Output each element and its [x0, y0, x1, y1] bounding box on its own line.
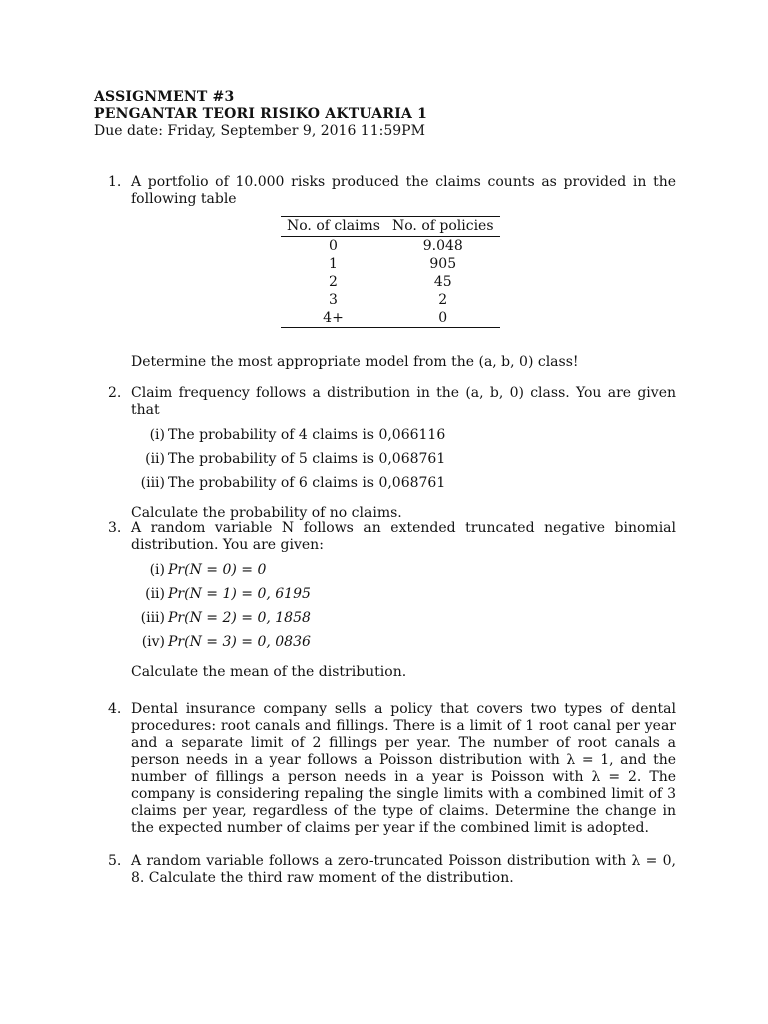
question-number: 2.	[108, 385, 122, 401]
question-text: Dental insurance company sells a policy that covers two types of dental procedures: root canals and fillings. There is a limit of 1 root canal per year and a separate limit of 2 fillings per year. The number of root canals a person needs in a year follows a Poisson distribution with λ = 1, and the number of fillings a person needs in a year is Poisson with λ = 2. The company is considering repaling the single limits with a combined limit of 3 claims per year, regardless of the type of claims. Determine the change in the expected number of claims per year if the combined limit is adopted.	[131, 701, 676, 836]
question-text: A random variable follows a zero-truncated Poisson distribution with λ = 0, 8. Calculate the third raw moment of the distribution.	[131, 853, 676, 886]
assignment-header	[94, 89, 427, 140]
policies-cell: 905	[429, 255, 457, 272]
policies-cell: 9.048	[422, 237, 463, 254]
item-label: (iv)	[141, 634, 165, 650]
claims-cell: 4+	[323, 309, 344, 326]
item-label: (iii)	[140, 475, 165, 491]
policies-cell: 0	[438, 309, 448, 326]
policies-cell: 45	[433, 273, 452, 290]
course-title: PENGANTAR TEORI RISIKO AKTUARIA 1	[94, 106, 428, 122]
table-row	[281, 291, 500, 309]
question-2	[108, 385, 676, 522]
item-label: (ii)	[145, 451, 165, 467]
claims-cell: 0	[329, 237, 338, 254]
list-item	[131, 634, 676, 658]
question-text: Claim frequency follows a distribution in the (a, b, 0) class. You are given that	[131, 385, 676, 418]
question-number: 3.	[108, 520, 122, 536]
table-row	[281, 255, 500, 273]
question-1	[108, 174, 676, 371]
question-number: 5.	[108, 853, 122, 869]
question-5	[108, 853, 676, 887]
given-list	[131, 562, 676, 658]
item-text: Pr(N = 2) = 0, 1858	[168, 610, 311, 626]
column-header: No. of policies	[386, 217, 500, 237]
given-list	[131, 427, 676, 499]
item-label: (ii)	[145, 586, 165, 602]
item-text: The probability of 6 claims is 0,068761	[168, 475, 446, 491]
question-instruction: Calculate the probability of no claims.	[131, 505, 402, 521]
policies-cell: 2	[438, 291, 448, 308]
item-text: The probability of 4 claims is 0,066116	[168, 427, 446, 443]
claims-table	[281, 216, 500, 328]
question-3	[108, 520, 676, 681]
claims-cell: 1	[329, 255, 338, 272]
item-label: (i)	[149, 427, 165, 443]
question-4	[108, 701, 676, 837]
question-number: 4.	[108, 701, 122, 717]
table-row	[281, 273, 500, 291]
claims-cell: 2	[329, 273, 338, 290]
question-instruction: Calculate the mean of the distribution.	[131, 664, 407, 680]
list-item	[131, 562, 676, 586]
list-item	[131, 475, 676, 499]
question-text: A random variable N follows an extended truncated negative binomial distribution. You are given:	[131, 520, 676, 553]
table-row	[281, 237, 500, 256]
item-label: (i)	[149, 562, 165, 578]
list-item	[131, 451, 676, 475]
list-item	[131, 610, 676, 634]
question-instruction: Determine the most appropriate model from the (a, b, 0) class!	[131, 354, 579, 370]
table-header-row	[281, 217, 500, 237]
table-row	[281, 309, 500, 328]
question-text: A portfolio of 10.000 risks produced the claims counts as provided in the following table	[131, 174, 676, 207]
list-item	[131, 586, 676, 610]
item-text: Pr(N = 3) = 0, 0836	[168, 634, 311, 650]
item-label: (iii)	[140, 610, 165, 626]
due-date: Due date: Friday, September 9, 2016 11:59PM	[94, 123, 425, 139]
item-text: The probability of 5 claims is 0,068761	[168, 451, 446, 467]
claims-cell: 3	[329, 291, 338, 308]
assignment-title: ASSIGNMENT #3	[94, 89, 235, 105]
question-number: 1.	[108, 174, 122, 190]
item-text: Pr(N = 1) = 0, 6195	[168, 586, 311, 602]
column-header: No. of claims	[281, 217, 386, 237]
list-item	[131, 427, 676, 451]
item-text: Pr(N = 0) = 0	[168, 562, 267, 578]
